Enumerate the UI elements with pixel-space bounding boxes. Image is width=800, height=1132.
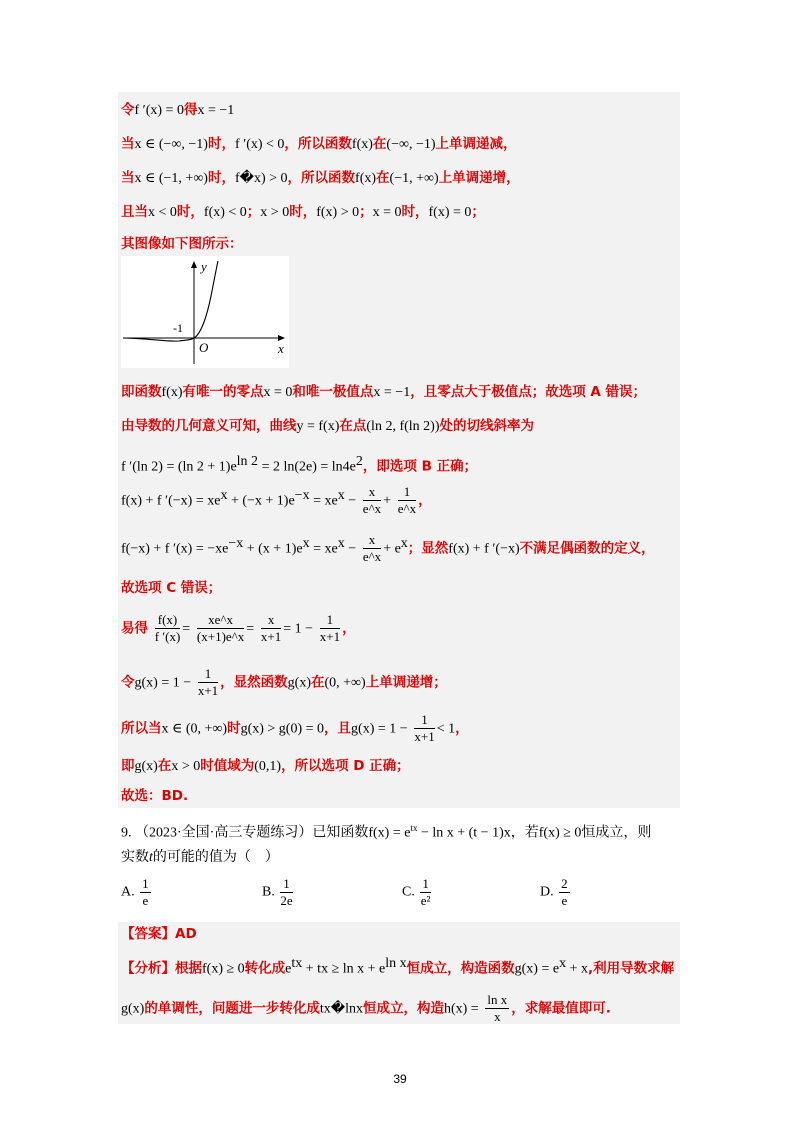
solution-line-6: 即函数f(x)有唯一的零点x = 0和唯一极值点x = −1，且零点大于极值点；故选项 A 错误； <box>121 384 647 400</box>
option-a[interactable]: A. $\frac{1}{e}$ <box>121 876 149 908</box>
solution-line-2: 当x ∈ (−∞, −1)时，f ′(x) < 0，所以函数f(x)在(−∞, −1)上单调递减， <box>121 136 517 152</box>
solution-line-9: f(x) + f $'(-x) = xe^x + (-x + 1)e^{-x} = xe^x$ − $\frac{x}{e\^{}x}$ + $\frac{1}{e\^{}x}$ ， <box>121 484 432 516</box>
solution-block <box>118 92 680 808</box>
solution-line-15: 即g(x)在x > 0时值域为(0,1)，所以选项 D 正确； <box>121 758 410 774</box>
option-d[interactable]: D. $\frac{2}{e}$ <box>540 876 568 908</box>
fraction: $\frac{1}{\text{e²}}$ <box>420 876 431 908</box>
question-line-1: 9. （2023·全国·高三专题练习）已知函数$f(x) = e^{tx} - \ln x + (t - 1)x$，若f(x) ≥ 0恒成立，则 <box>121 823 652 841</box>
solution-line-11: 故选项 C 错误； <box>121 580 222 596</box>
fraction: $\frac{1}{x+1}$ <box>319 612 341 644</box>
fraction: $\frac{1}{e\^{}x}$ <box>397 484 417 516</box>
fraction: $\frac{2}{e}$ <box>561 876 568 908</box>
solution-line-13: 令g(x) = 1 − $\frac{1}{x+1}$ ，显然函数g(x)在(0, +∞)上单调递增； <box>121 666 447 698</box>
solution-line-7: 由导数的几何意义可知，曲线y = f(x)在点(ln 2, f(ln 2))处的切线斜率为 <box>121 418 534 434</box>
fraction: $\frac{1}{2e}$ <box>280 876 293 908</box>
option-b[interactable]: B. $\frac{1}{2e}$ <box>262 876 293 908</box>
fraction: $\frac{x}{e\^{}x}$ <box>362 484 382 516</box>
solution-line-1: 令f ′(x) = 0得x = −1 <box>121 102 235 118</box>
function-graph <box>121 256 289 368</box>
question-line-2: 实数t的可能的值为（ ） <box>121 850 279 865</box>
fraction: $\frac{1}{e}$ <box>142 876 149 908</box>
solution-line-12: 易得 $\frac{f(x)}{f '(x)}$ = $\frac{xe\^{}x}{(x+1)e\^{}x}$ = $\frac{x}{x+1}$ = 1 − $\frac{1}{x+1}$ ， <box>121 612 356 644</box>
solution-line-14: 所以当x ∈ (0, +∞)时g(x) > g(0) = 0，且g(x) = 1 − $\frac{1}{x+1}$ < 1， <box>121 712 469 744</box>
x-axis-label: x <box>278 341 284 356</box>
origin-label: O <box>199 340 209 355</box>
solution-line-8: f ′(ln 2) = (ln $2 + 1)e^{ln 2} = 2$ $\ln(2e) = \ln 4e^2$，即选项 B 正确； <box>121 454 478 475</box>
fraction: $\frac{1}{x+1}$ <box>414 712 435 744</box>
y-axis-label: y <box>201 259 207 274</box>
fraction: $\frac{x}{e\^{}x}$ <box>362 532 382 564</box>
solution-line-5: 其图像如下图所示： <box>121 236 243 252</box>
answer-label: 【答案】AD <box>121 926 197 942</box>
analysis-line-2: g(x)的单调性，问题进一步转化成tx�lnx恒成立，构造h(x) = $\frac{\text{ln x}}{x}$ ，求解最值即可. <box>121 992 611 1024</box>
fraction: $\frac{xe\^{}x}{(x+1)e\^{}x}$ <box>196 612 245 644</box>
fraction: $\frac{\text{ln x}}{x}$ <box>487 992 508 1024</box>
option-c[interactable]: C. $\frac{1}{\text{e²}}$ <box>402 876 431 908</box>
solution-line-4: 且当x < 0时，f(x) < 0；x > 0时，f(x) > 0；x = 0时，f(x) = 0； <box>121 204 485 220</box>
minus-one-label: -1 <box>173 321 183 335</box>
fraction: $\frac{f(x)}{f '(x)}$ <box>154 612 181 644</box>
solution-conclusion: 故选：BD. <box>121 788 189 804</box>
fraction: $\frac{1}{x+1}$ <box>197 666 219 698</box>
fraction: $\frac{x}{x+1}$ <box>260 612 282 644</box>
solution-line-3: 当x ∈ (−1, +∞)时，f�x) > 0，所以函数f(x)在(−1, +∞)上单调递增， <box>121 170 520 186</box>
page-number: 39 <box>393 1072 407 1086</box>
solution-line-10: f(−x) + f $'(x) = -xe^{-x} + (x + 1)e^x = xe^x$ − $\frac{x}{e\^{}x}$ + $e^x$；显然f(x) + f ′(−x)不满足偶函数的定义， <box>121 532 655 564</box>
analysis-line-1: 【分析】根据f(x) ≥ 0转化成$e^{tx}$ + tx ≥ $\ln x + e^{ln x}$恒成立，构造函数$g(x) = e^x + x$,利用导数求解 <box>121 956 675 977</box>
